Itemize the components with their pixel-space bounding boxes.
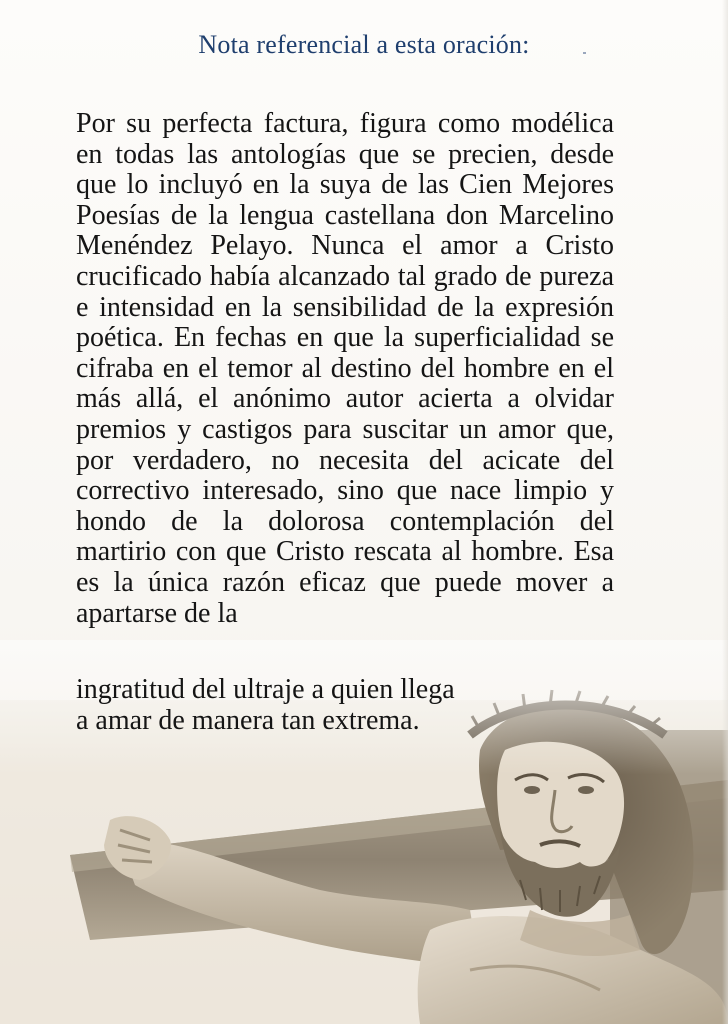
body-line-ingratitud: ingratitud del ultraje a quien llega bbox=[76, 674, 455, 705]
body-paragraph: Por su perfecta factura, figura como modélica en todas las antologías que se precien, desde que lo incluyó en la suya de las Cien Mejores Poesías de la lengua castellana don Marcelino Menéndez Pelayo. Nunca el amor a Cristo crucificado había alcanzado tal grado de pureza e intensidad en la sensibilidad de la expresión poética. En fechas en que la superficialidad se cifraba en el temor al destino del hombre en el más allá, el anónimo autor acierta a olvidar premios y castigos para suscitar un amor que, por verdadero, no necesita del acicate del correctivo interesado, sino que nace limpio y hondo de la dolorosa contemplación del martirio con que Cristo rescata al hombre. Esa es la única razón eficaz que puede mover a apartarse de la bbox=[76, 108, 614, 629]
note-title: Nota referencial a esta oración: bbox=[198, 30, 530, 59]
page-edge-shadow bbox=[722, 0, 728, 1024]
speck-mark bbox=[583, 52, 586, 54]
body-line-final: a amar de manera tan extrema. bbox=[76, 705, 420, 736]
